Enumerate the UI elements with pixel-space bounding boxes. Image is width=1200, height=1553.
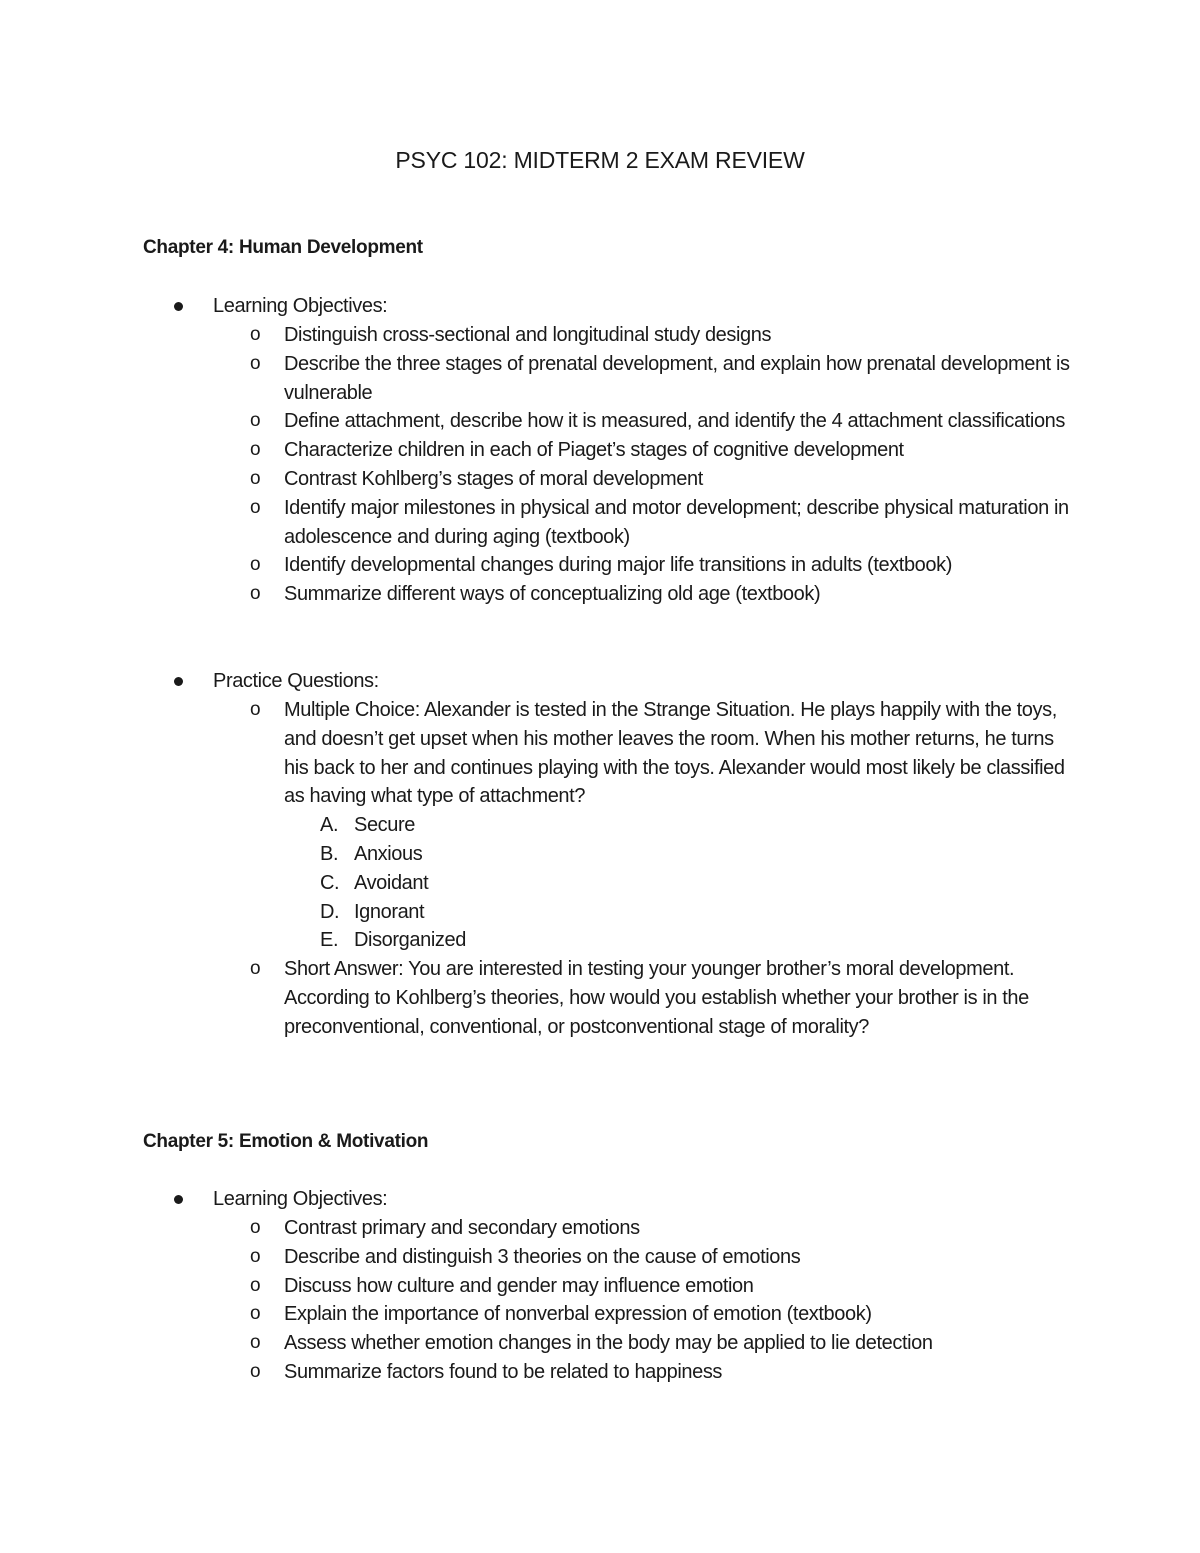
ch4-practice-questions-label: Practice Questions: [213, 667, 379, 696]
list-item: o Contrast Kohlberg’s stages of moral development [284, 465, 1074, 494]
ch4-learning-objectives-label: Learning Objectives: [213, 292, 387, 321]
list-item: o Define attachment, describe how it is measured, and identify the 4 attachment classifications [284, 407, 1074, 436]
list-item: o Discuss how culture and gender may influence emotion [284, 1272, 1074, 1301]
list-item: o Summarize different ways of conceptualizing old age (textbook) [284, 580, 1074, 609]
ch5-learning-objectives-label: Learning Objectives: [213, 1185, 387, 1214]
list-item: o Contrast primary and secondary emotions [284, 1214, 1074, 1243]
circle-bullet-icon: o [250, 410, 261, 432]
circle-bullet-icon: o [250, 1360, 261, 1382]
answer-choice: D. Ignorant [320, 900, 425, 923]
page-title: PSYC 102: MIDTERM 2 EXAM REVIEW [395, 147, 805, 173]
circle-bullet-icon: o [250, 583, 261, 605]
list-item: o Assess whether emotion changes in the body may be applied to lie detection [284, 1329, 1074, 1358]
answer-choice: C. Avoidant [320, 871, 429, 894]
bullet-icon [174, 302, 183, 311]
circle-bullet-icon: o [250, 554, 261, 576]
circle-bullet-icon: o [250, 699, 261, 720]
circle-bullet-icon: o [250, 1217, 261, 1238]
short-answer-question: o Short Answer: You are interested in testing your younger brother’s moral development. According to Kohlberg’s theories, how would you establish whether your brother is in the preconventional, conventional, or postconventional stage of morality? [284, 955, 1074, 1041]
circle-bullet-icon: o [250, 352, 261, 374]
list-item: o Identify developmental changes during major life transitions in adults (textbook) [284, 551, 1074, 580]
circle-bullet-icon: o [250, 467, 261, 489]
multiple-choice-question: o Multiple Choice: Alexander is tested in the Strange Situation. He plays happily with the toys, and doesn’t get upset when his mother leaves the room. When his mother returns, he turns his back to her and continues playing with the toys. Alexander would most likely be classified as having what type of attachment? A. Secure B. Anxious C. Avoidant D. Ignorant E. Disorganized [284, 696, 1074, 955]
ch5-objectives-list [250, 1214, 1074, 1387]
circle-bullet-icon: o [250, 324, 261, 345]
bullet-icon [174, 677, 183, 686]
circle-bullet-icon: o [250, 1274, 261, 1296]
list-item: o Distinguish cross-sectional and longitudinal study designs [284, 321, 1074, 350]
answer-choice: B. Anxious [320, 842, 423, 865]
circle-bullet-icon: o [250, 1245, 261, 1267]
list-item: o Describe the three stages of prenatal development, and explain how prenatal development is vulnerable [284, 350, 1074, 408]
circle-bullet-icon: o [250, 439, 261, 461]
answer-choice: E. Disorganized [320, 929, 466, 952]
circle-bullet-icon: o [250, 958, 261, 980]
list-item: o Describe and distinguish 3 theories on the cause of emotions [284, 1243, 1074, 1272]
ch4-practice-list [250, 696, 1074, 1042]
circle-bullet-icon: o [250, 1332, 261, 1354]
list-item: o Explain the importance of nonverbal expression of emotion (textbook) [284, 1300, 1074, 1329]
list-item: o Identify major milestones in physical and motor development; describe physical maturation in adolescence and during aging (textbook) [284, 494, 1074, 552]
answer-choices [284, 811, 1074, 955]
ch4-objectives-list [250, 321, 1074, 609]
chapter-4-heading: Chapter 4: Human Development [143, 237, 423, 258]
bullet-icon [174, 1195, 183, 1204]
chapter-5-heading: Chapter 5: Emotion & Motivation [143, 1131, 429, 1152]
answer-choice: A. Secure [320, 814, 415, 837]
list-item: o Summarize factors found to be related to happiness [284, 1358, 1074, 1387]
circle-bullet-icon: o [250, 496, 261, 518]
list-item: o Characterize children in each of Piaget’s stages of cognitive development [284, 436, 1074, 465]
circle-bullet-icon: o [250, 1303, 261, 1325]
